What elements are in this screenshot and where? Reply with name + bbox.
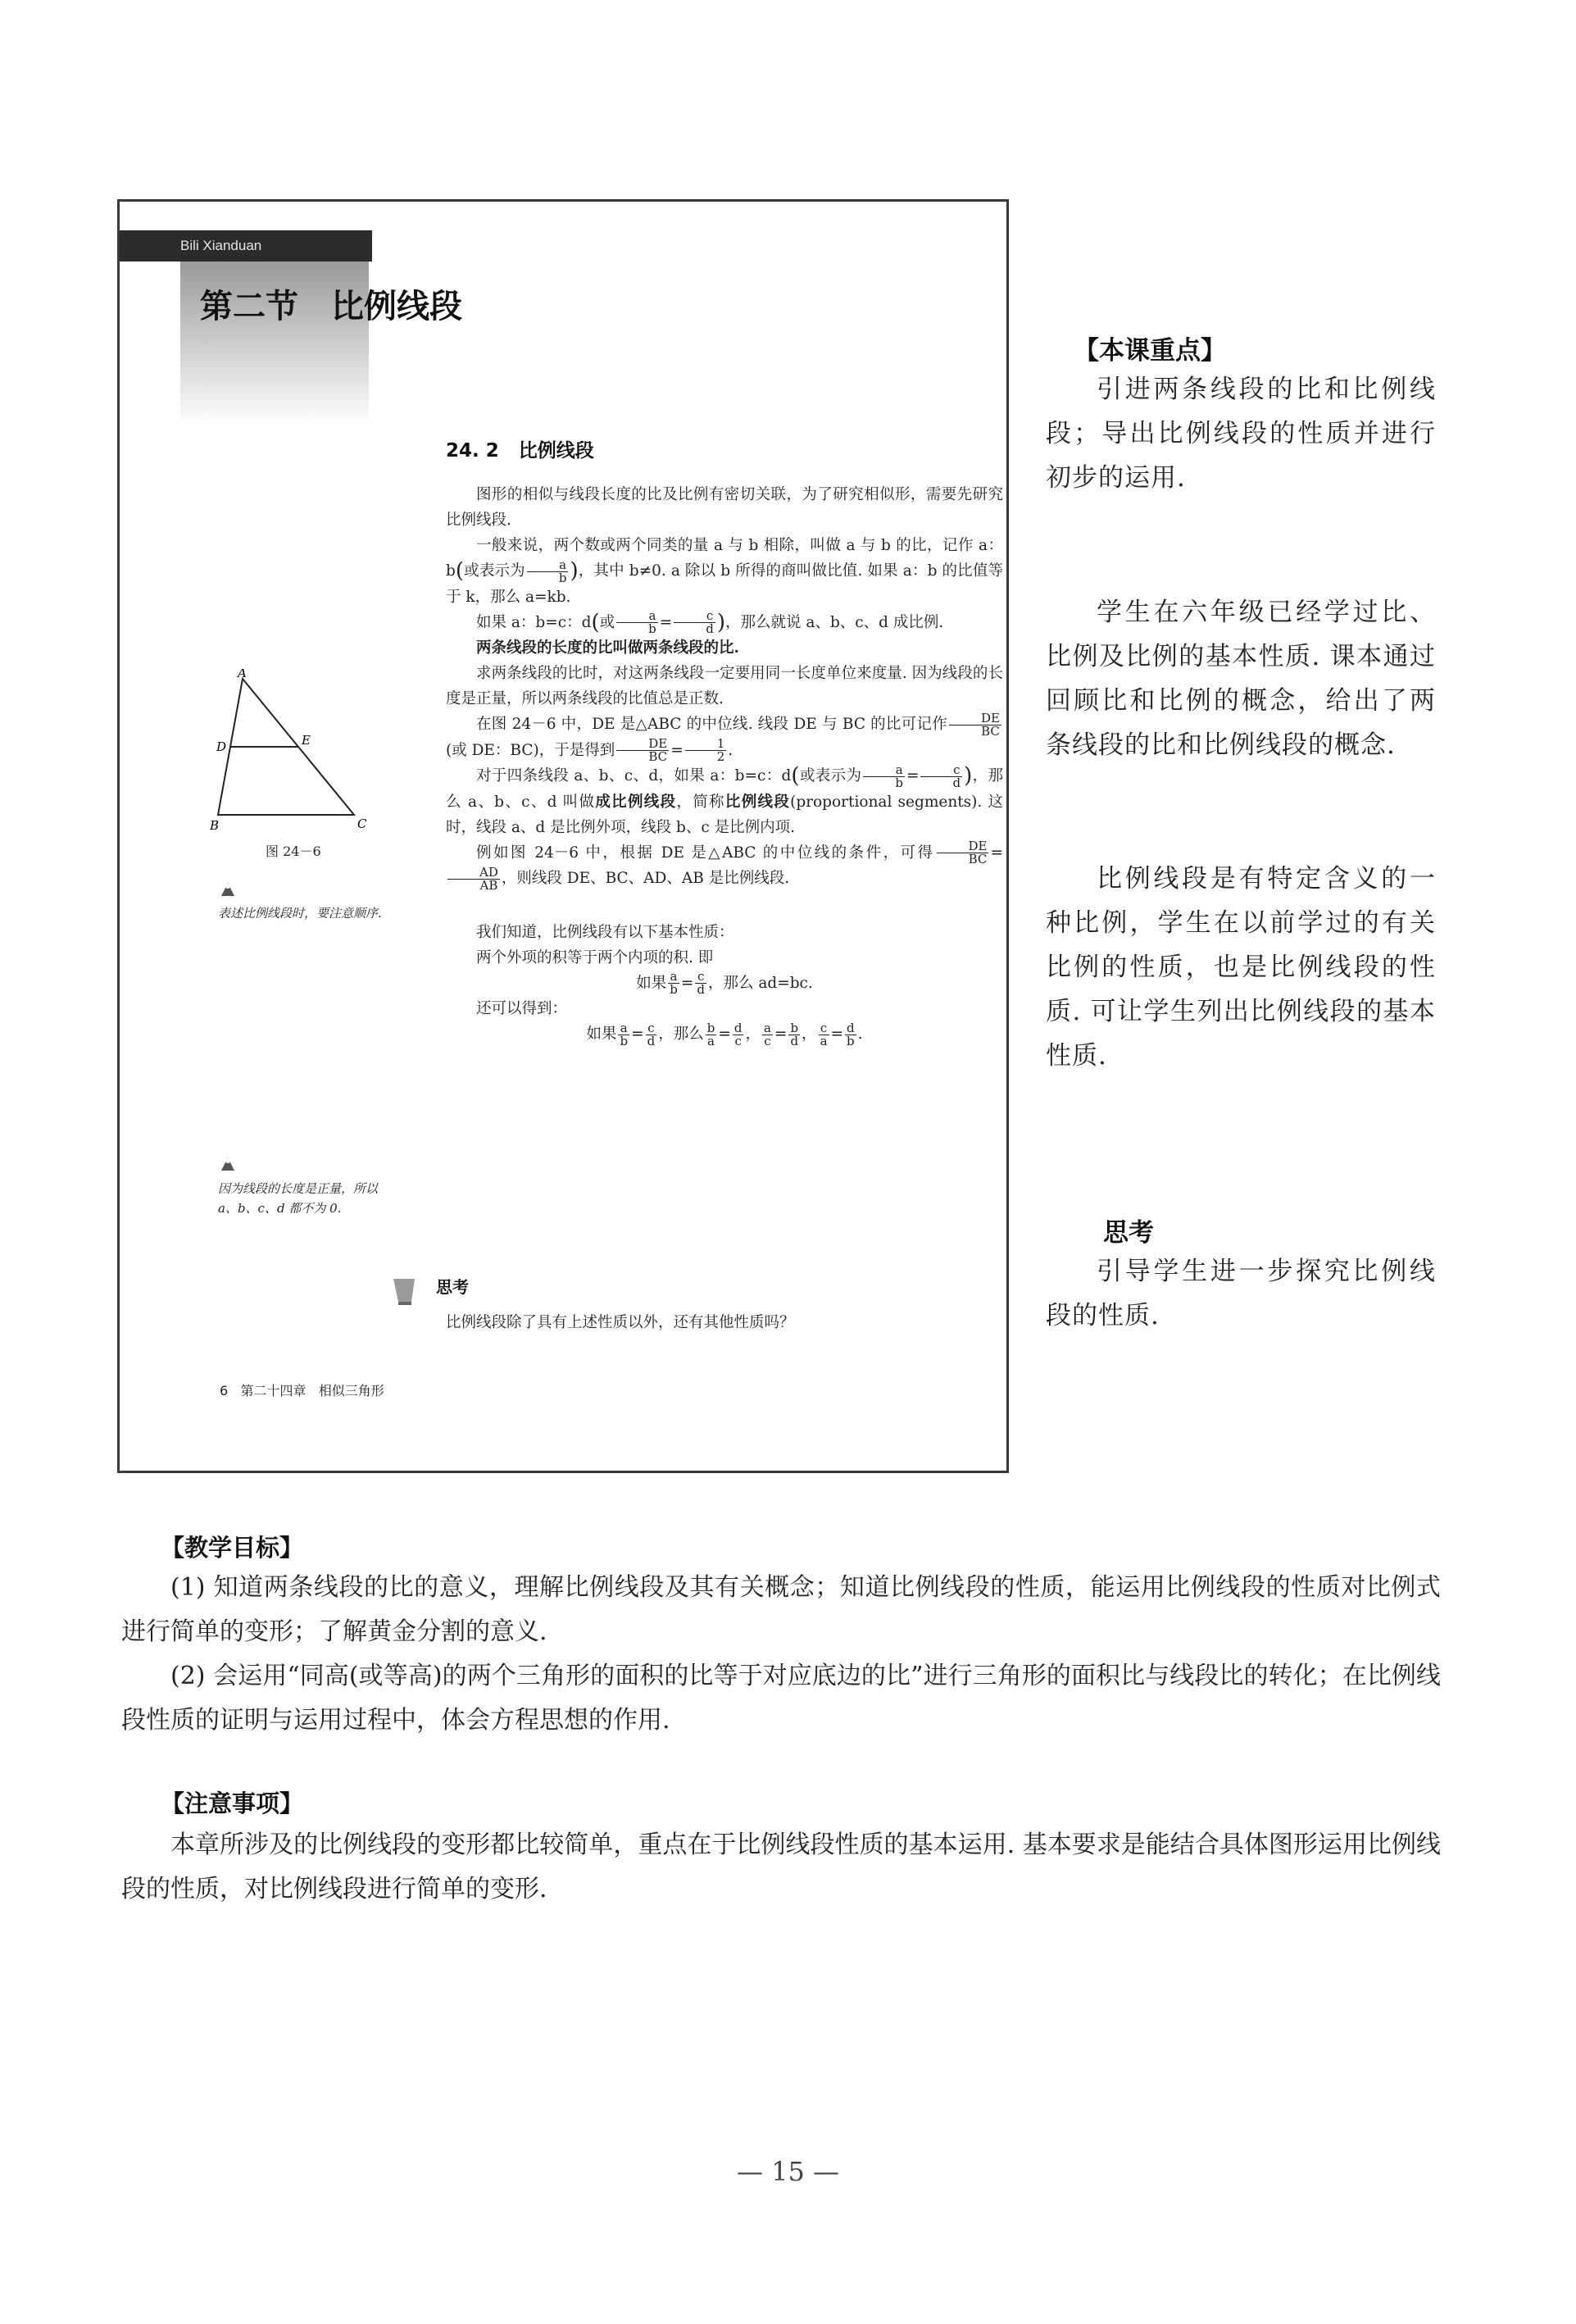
key-points-text: 引进两条线段的比和比例线段；导出比例线段的性质并进行初步的运用.	[1046, 375, 1436, 493]
excerpt-page-number: 6	[220, 1383, 229, 1398]
think-title: 思考	[436, 1277, 469, 1297]
section-number: 第二节	[200, 287, 298, 325]
side-think-heading: 思考	[1103, 1218, 1154, 1248]
objectives-list	[121, 1566, 1441, 1743]
vertex-label-d: D	[216, 739, 227, 754]
excerpt-footer	[220, 1380, 384, 1399]
chapter-title: 相似三角形	[318, 1383, 384, 1398]
note-icon	[218, 1154, 238, 1174]
key-points-heading: 【本课重点】	[1074, 336, 1226, 366]
paragraph-proportional-segments: 对于四条线段 a、b、c、d，如果 a：b=c：d(或表示为 $\frac{a}{b}$ = $\frac{c}{d}$ )，那么 a、b、c、d 叫做成比例线段，简称比例线段(proportional segments). 这时，线段 a、d 是比例外项，线段 b、c 是比例内项.	[446, 762, 1003, 836]
paragraph-intro: 图形的相似与线段长度的比及比例有密切关联，为了研究相似形，需要先研究比例线段.	[446, 486, 1003, 529]
lesson-title: 比例线段	[518, 440, 594, 462]
note-icon	[218, 880, 238, 899]
paragraph-measure: 求两条线段的比时，对这两条线段一定要用同一长度单位来度量. 因为线段的长度是正量，所以两条线段的比值总是正数.	[446, 665, 1003, 707]
formula-derived-proportions: 如果 $\frac{a}{b}$ = $\frac{c}{d}$ ，那么 $\frac{b}{a}$ = $\frac{d}{c}$ ， $\frac{a}{c}$ = $\frac{b}{d}$ ， $\frac{c}{a}$ = $\frac{d}{b}$ .	[586, 1020, 863, 1048]
think-question: 比例线段除了具有上述性质以外，还有其他性质吗？	[446, 1314, 795, 1331]
margin-note-positive: 因为线段的长度是正量，所以 a、b、c、d 都不为 0.	[218, 1181, 379, 1216]
objective-item-1: (1) 知道两条线段的比的意义，理解比例线段及其有关概念；知道比例线段的性质，能运用比例线段的性质对比例式进行简单的变形；了解黄金分割的意义.	[121, 1573, 1441, 1646]
objectives-heading: 【教学目标】	[161, 1534, 304, 1562]
side-think-text: 引导学生进一步探究比例线段的性质.	[1046, 1257, 1436, 1330]
figure-caption: 图 24－6	[266, 844, 321, 859]
formula-ad-bc: 如果 $\frac{a}{b}$ = $\frac{c}{d}$ ，那么 ad=bc.	[636, 969, 813, 997]
paragraph-ratio-definition: 一般来说，两个数或两个同类的量 a 与 b 相除，叫做 a 与 b 的比，记作 a：b(或表示为 $\frac{a}{b}$ )，其中 b≠0. a 除以 b 所得的商叫做比值. 如果 a：b 的比值等于 k，那么 a=kb.	[446, 537, 1003, 606]
attention-heading: 【注意事项】	[161, 1790, 304, 1817]
section-name: 比例线段	[331, 288, 462, 325]
lesson-number: 24. 2	[446, 440, 499, 462]
vertex-label-a: A	[238, 669, 247, 680]
attention-section	[121, 1823, 1441, 1912]
definition-bold: 两条线段的长度的比叫做两条线段的比.	[476, 639, 739, 657]
side-paragraph-properties: 比例线段是有特定含义的一种比例，学生在以前学过的有关比例的性质，也是比例线段的性质. 可让学生列出比例线段的基本性质.	[1046, 864, 1436, 1071]
lesson-heading	[446, 435, 594, 462]
paragraph-basic-property: 两个外项的积等于两个内项的积. 即	[476, 948, 714, 966]
vertex-label-c: C	[357, 816, 367, 831]
lesson-body	[446, 482, 1003, 1048]
paragraph-also: 还可以得到：	[476, 1000, 568, 1017]
vertex-label-e: E	[302, 733, 311, 748]
objective-item-2: (2) 会运用“同高(或等高)的两个三角形的面积的比等于对应底边的比”进行三角形的面积比与线段比的转化；在比例线段性质的证明与运用过程中，体会方程思想的作用.	[121, 1662, 1441, 1735]
textbook-excerpt-frame	[117, 199, 1009, 1473]
margin-note-order: 表述比例线段时，要注意顺序.	[218, 906, 382, 921]
vertex-label-b: B	[210, 818, 220, 833]
triangle-figure	[210, 669, 406, 857]
paragraph-properties-intro: 我们知道，比例线段有以下基本性质：	[476, 923, 734, 941]
section-title	[200, 280, 462, 327]
paragraph-example: 例如图 24－6 中，根据 DE 是△ABC 的中位线的条件，可得 $\frac{DE}{BC}$ = $\frac{AD}{AB}$ ，则线段 DE、BC、AD、AB 是比例线段.	[446, 840, 1003, 892]
attention-text: 本章所涉及的比例线段的变形都比较简单，重点在于比例线段性质的基本运用. 基本要求是能结合具体图形运用比例线段的性质，对比例线段进行简单的变形.	[121, 1831, 1441, 1903]
fraction-a-over-b: $\frac{a}{b}$	[527, 559, 569, 584]
paragraph-midline: 在图 24－6 中，DE 是△ABC 的中位线. 线段 DE 与 BC 的比可记作 $\frac{DE}{BC}$ (或 DE：BC)，于是得到 $\frac{DE}{BC}$ = $\frac{1}{2}$ .	[446, 710, 1000, 764]
chapter-number: 第二十四章	[240, 1383, 307, 1398]
page-number: — 15 —	[736, 2156, 840, 2187]
paragraph-proportion: 如果 a：b=c：d(或 $\frac{a}{b}$ = $\frac{c}{d}$ )，那么就说 a、b、c、d 成比例.	[476, 608, 944, 636]
think-icon	[390, 1274, 420, 1307]
side-paragraph-review: 学生在六年级已经学过比、比例及比例的基本性质. 课本通过回顾比和比例的概念，给出了两条线段的比和比例线段的概念.	[1046, 598, 1436, 760]
section-pinyin-label: Bili Xianduan	[120, 230, 372, 262]
